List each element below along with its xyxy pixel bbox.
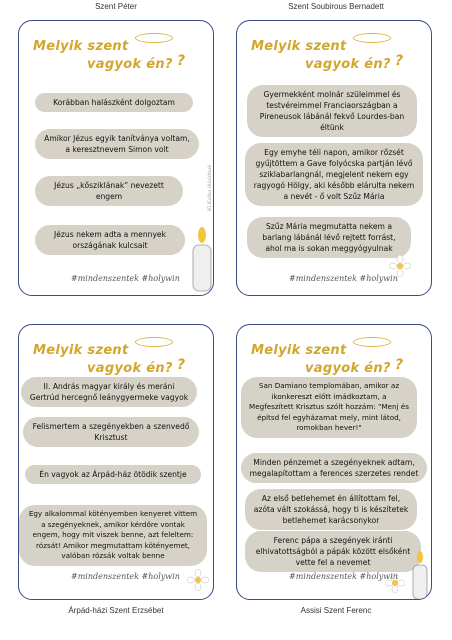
- title-line-1: Melyik szent: [33, 39, 129, 54]
- clue-pill-2: Amikor Jézus egyik tanítványa voltam, a keresztnevem Simon volt: [35, 129, 199, 159]
- halo-icon: [135, 33, 173, 43]
- clue-pill-1: II. András magyar király és meráni Gertrúd hercegnő leánygyermeke vagyok: [21, 377, 197, 407]
- title-line-1: Melyik szent: [251, 343, 347, 358]
- clue-pill-4: Ferenc pápa a szegények iránti elhivatottságból a pápák között elsőként vette fel a nevemet: [245, 531, 421, 572]
- title-line-2: vagyok én?: [87, 361, 173, 376]
- clue-pill-1: San Damiano templomában, amikor az ikonkereszt előtt imádkoztam, a Megfeszített Krisztus szólt hozzám: "Menj és építsd fel egyházamat mely, mint látod, romokban hever!": [241, 377, 417, 438]
- clue-pill-4: Egy alkalommal kötényemben kenyeret vittem a szegényeknek, amikor kérdőre vontak engem, hogy mit viszek benne, azt feleltem: rózsát! Amikor megmutattam kötényemet, valóban rózsák voltak benne: [19, 505, 207, 566]
- halo-icon: [353, 337, 391, 347]
- clue-pill-3: Szűz Mária megmutatta nekem a barlang lábánál lévő rejtett forrást, ahol ma is sokan meggyógyulnak: [247, 217, 411, 258]
- question-mark-icon: ?: [395, 53, 404, 69]
- clue-pill-2: Felismertem a szegényekben a szenvedő Krisztust: [23, 417, 199, 447]
- halo-icon: [135, 337, 173, 347]
- hashtags: #mindenszentek #holywin: [71, 274, 180, 283]
- question-mark-icon: ?: [177, 53, 186, 69]
- halo-icon: [353, 33, 391, 43]
- hashtags: #mindenszentek #holywin: [289, 572, 398, 581]
- clue-pill-4: Jézus nekem adta a mennyek országának kulcsait: [35, 225, 185, 255]
- clue-pill-1: Korábban halászként dolgoztam: [35, 93, 193, 112]
- clue-pill-2: Minden pénzemet a szegényeknek adtam, megalapítottam a ferences szerzetes rendet: [241, 453, 427, 483]
- daisy-icon: [187, 569, 209, 591]
- caption-szent-peter: Szent Péter: [95, 2, 137, 11]
- caption-szent-erzsebet: Árpád-házi Szent Erzsébet: [68, 606, 164, 615]
- card-szent-erzsebet: [18, 324, 214, 600]
- candle-icon: [187, 223, 214, 293]
- card-title: [245, 31, 425, 83]
- card-szent-bernadett: [236, 20, 432, 296]
- question-mark-icon: ?: [395, 357, 404, 373]
- hashtags: #mindenszentek #holywin: [289, 274, 398, 283]
- clue-pill-2: Egy emyhe téli napon, amikor rőzsét gyűjtöttem a Gave folyócska partján lévő sziklabarlangnál, megjelent nekem egy ragyogó Hölgy, aki később elárulta nekem a nevét - ő volt Szűz Mária: [245, 143, 423, 206]
- caption-szent-ferenc: Assisi Szent Ferenc: [300, 606, 372, 615]
- title-line-2: vagyok én?: [305, 361, 391, 376]
- title-line-1: Melyik szent: [33, 343, 129, 358]
- card-szent-peter: [18, 20, 214, 296]
- clue-pill-3: Én vagyok az Árpád-ház ötödik szentje: [25, 465, 201, 484]
- clue-pill-3: Az első betlehemet én állítottam fel, azóta vált szokássá, hogy ti is készítetek betlehemet karácsonykor: [245, 489, 417, 530]
- caption-szent-bernadett: Szent Soubirous Bernadett: [288, 2, 384, 11]
- card-title: [27, 31, 207, 83]
- title-line-2: vagyok én?: [87, 57, 173, 72]
- candle-icon: [409, 549, 431, 599]
- clue-pill-1: Gyermekként molnár szüleimmel és testvéreimmel Franciaországban a Pireneusok lábánál fekvő Lourdes-ban éltünk: [247, 85, 417, 137]
- hashtags: #mindenszentek #holywin: [71, 572, 180, 581]
- clue-pill-3: Jézus „kősziklának” nevezett engem: [35, 176, 183, 206]
- title-line-1: Melyik szent: [251, 39, 347, 54]
- question-mark-icon: ?: [177, 357, 186, 373]
- watermark: Ki Kalka ihlaldnak: [207, 164, 213, 211]
- title-line-2: vagyok én?: [305, 57, 391, 72]
- card-szent-ferenc: [236, 324, 432, 600]
